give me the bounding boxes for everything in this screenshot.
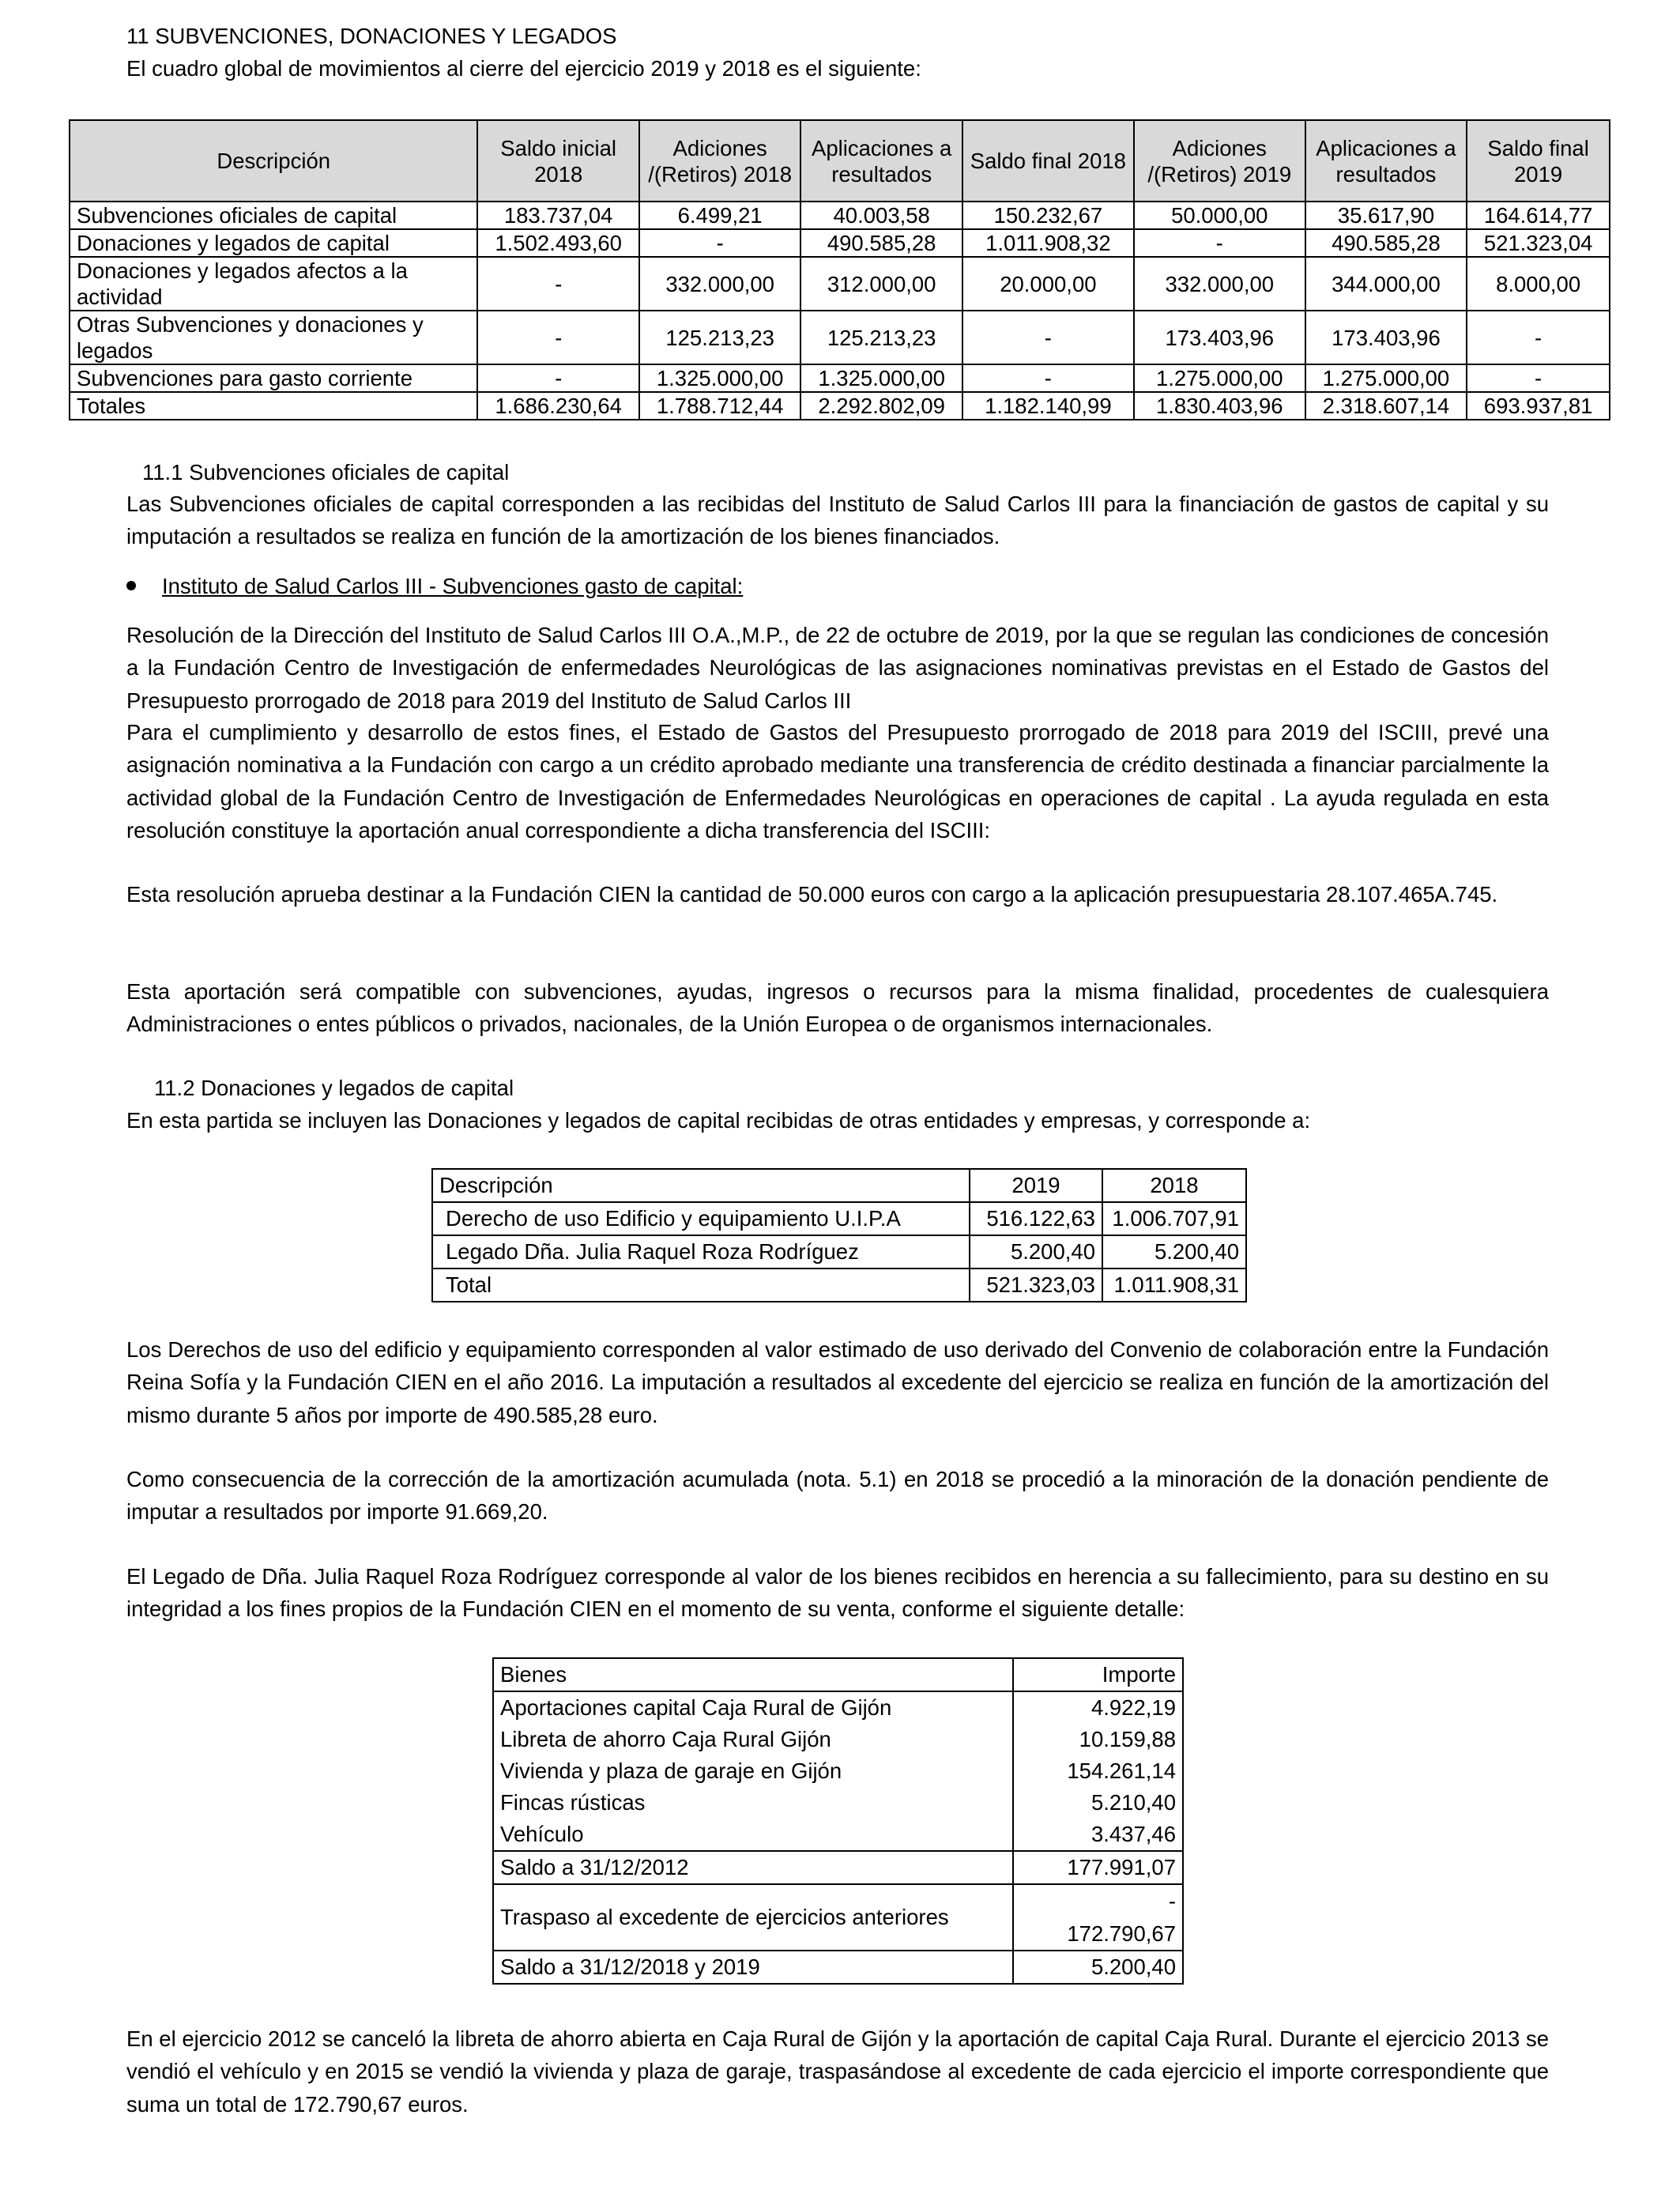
table-cell: - (1134, 229, 1305, 257)
table-cell: Fincas rústicas (493, 1787, 1013, 1819)
table-cell: 164.614,77 (1467, 202, 1610, 229)
table-cell: 5.200,40 (970, 1235, 1102, 1269)
column-header: 2019 (970, 1169, 1102, 1202)
table-cell: 332.000,00 (639, 257, 801, 311)
table-row (493, 1787, 1183, 1819)
table-cell: 5.200,40 (1013, 1951, 1183, 1984)
table-row (493, 1851, 1183, 1884)
subsection-heading: 11.1 Subvenciones oficiales de capital (142, 460, 510, 484)
table-row (70, 257, 1610, 311)
table-cell: 344.000,00 (1305, 257, 1467, 311)
table-cell: Saldo a 31/12/2012 (493, 1851, 1013, 1884)
paragraph: En el ejercicio 2012 se canceló la libreta de ahorro abierta en Caja Rural de Gijón y la aportación de capital Caja Rural. Durante el ejercicio 2013 se vendió el vehículo y en 2015 se vendió la vivienda y plaza de garaje, traspasándose al excedente de cada ejercicio el importe correspondiente que suma un total de 172.790,67 euros. (126, 2026, 1549, 2117)
table-total-row (493, 1951, 1183, 1984)
paragraph: En esta partida se incluyen las Donaciones y legados de capital recibidas de otras entidades y empresas, y corresponde a: (126, 1108, 1311, 1133)
column-header: Descripción (70, 120, 477, 202)
column-header: Bienes (493, 1658, 1013, 1691)
table-cell: Subvenciones oficiales de capital (70, 202, 477, 229)
table-cell: 693.937,81 (1467, 392, 1610, 420)
table-cell: 1.011.908,32 (962, 229, 1134, 257)
paragraph: Como consecuencia de la corrección de la amortización acumulada (nota. 5.1) en 2018 se procedió a la minoración de la donación pendiente de imputar a resultados por importe 91.669,20. (126, 1467, 1549, 1525)
section-title (126, 20, 1549, 52)
table-cell: 10.159,88 (1013, 1724, 1183, 1755)
table-row (493, 1691, 1183, 1724)
traspaso-amount: 172.790,67 (1067, 1921, 1176, 1946)
column-header: Descripción (432, 1169, 970, 1202)
table-cell: 2.318.607,14 (1305, 392, 1467, 420)
section-intro: El cuadro global de movimientos al cierre del ejercicio 2019 y 2018 es el siguiente: (126, 56, 921, 81)
table-cell: 6.499,21 (639, 202, 801, 229)
bullet-icon (126, 581, 136, 590)
table-cell: 1.325.000,00 (639, 364, 801, 392)
section-number: 11 (126, 24, 149, 48)
table-cell: Totales (70, 392, 477, 420)
table-row (493, 1884, 1183, 1951)
table-row (493, 1724, 1183, 1755)
table-cell: Libreta de ahorro Caja Rural Gijón (493, 1724, 1013, 1755)
table-cell: 490.585,28 (800, 229, 962, 257)
subsection-heading: 11.2 Donaciones y legados de capital (154, 1076, 514, 1100)
movements-table (69, 119, 1610, 420)
table-row (432, 1202, 1246, 1235)
donaciones-table (431, 1168, 1247, 1302)
table-cell: - (477, 364, 639, 392)
table-cell: 5.210,40 (1013, 1787, 1183, 1819)
table-cell: 35.617,90 (1305, 202, 1467, 229)
table-cell: 4.922,19 (1013, 1691, 1183, 1724)
column-header: Adiciones /(Retiros) 2018 (639, 120, 801, 202)
table-cell: 490.585,28 (1305, 229, 1467, 257)
table-cell: 1.830.403,96 (1134, 392, 1305, 420)
table-header-row (432, 1169, 1246, 1202)
table-cell: 1.325.000,00 (800, 364, 962, 392)
table-cell: - (1467, 311, 1610, 364)
table-cell: 173.403,96 (1134, 311, 1305, 364)
table-cell: 3.437,46 (1013, 1819, 1183, 1851)
table-cell: 521.323,04 (1467, 229, 1610, 257)
table-cell: 1.502.493,60 (477, 229, 639, 257)
table-header-row (70, 120, 1610, 202)
table-cell: Total (432, 1269, 970, 1302)
column-header: 2018 (1102, 1169, 1246, 1202)
table-row (493, 1819, 1183, 1851)
table-cell: 125.213,23 (800, 311, 962, 364)
table-header-row (493, 1658, 1183, 1691)
column-header: Saldo final 2018 (962, 120, 1134, 202)
table-cell: - (1467, 364, 1610, 392)
table-cell: 1.182.140,99 (962, 392, 1134, 420)
table-cell: 1.011.908,31 (1102, 1269, 1246, 1302)
table-cell: Vehículo (493, 1819, 1013, 1851)
table-cell: 8.000,00 (1467, 257, 1610, 311)
column-header: Aplicaciones a resultados (1305, 120, 1467, 202)
bullet-heading: Instituto de Salud Carlos III - Subvenciones gasto de capital: (162, 574, 744, 598)
table-cell: - (962, 311, 1134, 364)
table-cell: 1.275.000,00 (1134, 364, 1305, 392)
table-cell: Traspaso al excedente de ejercicios anteriores (493, 1884, 1013, 1951)
table-row (493, 1755, 1183, 1787)
table-cell: - (477, 311, 639, 364)
table-total-row (70, 392, 1610, 420)
table-cell: - (477, 257, 639, 311)
paragraph: Resolución de la Dirección del Instituto de Salud Carlos III O.A.,M.P., de 22 de octubre de 2019, por la que se regulan las condiciones de concesión a la Fundación Centro de Investigación de enfermedades Neurológicas de las asignaciones nominativas previstas en el Estado de Gastos del Presupuesto prorrogado de 2018 para 2019 del Instituto de Salud Carlos III (126, 623, 1549, 713)
paragraph: Esta resolución aprueba destinar a la Fundación CIEN la cantidad de 50.000 euros con cargo a la aplicación presupuestaria 28.107.465A.745. (126, 882, 1498, 907)
table-cell: 312.000,00 (800, 257, 962, 311)
paragraph: Para el cumplimiento y desarrollo de estos fines, el Estado de Gastos del Presupuesto prorrogado de 2018 para 2019 del ISCIII, prevé una asignación nominativa a la Fundación con cargo a un crédito aprobado mediante una transferencia de crédito destinada a financiar parcialmente la actividad global de la Fundación Centro de Investigación de Enfermedades Neurológicas en operaciones de capital . La ayuda regulada en esta resolución constituye la aportación anual correspondiente a dicha transferencia del ISCIII: (126, 720, 1549, 843)
table-cell: 150.232,67 (962, 202, 1134, 229)
table-cell: 20.000,00 (962, 257, 1134, 311)
paragraph: El Legado de Dña. Julia Raquel Roza Rodríguez corresponde al valor de los bienes recibidos en herencia a su fallecimiento, para su destino en su integridad a los fines propios de la Fundación CIEN en el momento de su venta, conforme el siguiente detalle: (126, 1564, 1549, 1622)
table-cell: 1.686.230,64 (477, 392, 639, 420)
table-row (70, 202, 1610, 229)
table-cell: Donaciones y legados afectos a la actividad (70, 257, 477, 311)
table-cell: 521.323,03 (970, 1269, 1102, 1302)
table-cell (1013, 1884, 1183, 1951)
bienes-table (492, 1657, 1184, 1985)
table-cell: 1.275.000,00 (1305, 364, 1467, 392)
table-cell: 1.006.707,91 (1102, 1202, 1246, 1235)
paragraph: Los Derechos de uso del edificio y equipamiento corresponden al valor estimado de uso derivado del Convenio de colaboración entre la Fundación Reina Sofía y la Fundación CIEN en el año 2016. La imputación a resultados al excedente del ejercicio se realiza en función de la amortización del mismo durante 5 años por importe de 490.585,28 euro. (126, 1337, 1549, 1427)
table-cell: Legado Dña. Julia Raquel Roza Rodríguez (432, 1235, 970, 1269)
table-cell: 177.991,07 (1013, 1851, 1183, 1884)
table-cell: 5.200,40 (1102, 1235, 1246, 1269)
table-cell: 183.737,04 (477, 202, 639, 229)
table-cell: Subvenciones para gasto corriente (70, 364, 477, 392)
table-cell: - (962, 364, 1134, 392)
table-cell: Derecho de uso Edificio y equipamiento U.I.P.A (432, 1202, 970, 1235)
table-row (70, 311, 1610, 364)
column-header: Aplicaciones a resultados (800, 120, 962, 202)
paragraph: Esta aportación será compatible con subvenciones, ayudas, ingresos o recursos para la misma finalidad, procedentes de cualesquiera Administraciones o entes públicos o privados, nacionales, de la Unión Europea o de organismos internacionales. (126, 979, 1549, 1037)
table-total-row (432, 1269, 1246, 1302)
table-cell: 332.000,00 (1134, 257, 1305, 311)
table-cell: Donaciones y legados de capital (70, 229, 477, 257)
table-cell: - (639, 229, 801, 257)
column-header: Adiciones /(Retiros) 2019 (1134, 120, 1305, 202)
table-cell: Vivienda y plaza de garaje en Gijón (493, 1755, 1013, 1787)
section-title-text: SUBVENCIONES, DONACIONES Y LEGADOS (155, 24, 617, 48)
column-header: Saldo inicial 2018 (477, 120, 639, 202)
table-cell: Aportaciones capital Caja Rural de Gijón (493, 1691, 1013, 1724)
table-cell: 1.788.712,44 (639, 392, 801, 420)
table-cell: 516.122,63 (970, 1202, 1102, 1235)
paragraph: Las Subvenciones oficiales de capital corresponden a las recibidas del Instituto de Salud Carlos III para la financiación de gastos de capital y su imputación a resultados se realiza en función de la amortización de los bienes financiados. (126, 492, 1549, 549)
table-cell: 50.000,00 (1134, 202, 1305, 229)
table-cell: 173.403,96 (1305, 311, 1467, 364)
table-row (432, 1235, 1246, 1269)
table-cell: 40.003,58 (800, 202, 962, 229)
traspaso-sign: - (1168, 1889, 1176, 1913)
table-cell: 154.261,14 (1013, 1755, 1183, 1787)
table-cell: 2.292.802,09 (800, 392, 962, 420)
column-header: Saldo final 2019 (1467, 120, 1610, 202)
column-header: Importe (1013, 1658, 1183, 1691)
table-row (70, 364, 1610, 392)
table-cell: 125.213,23 (639, 311, 801, 364)
table-cell: Saldo a 31/12/2018 y 2019 (493, 1951, 1013, 1984)
table-row (70, 229, 1610, 257)
table-cell: Otras Subvenciones y donaciones y legados (70, 311, 477, 364)
